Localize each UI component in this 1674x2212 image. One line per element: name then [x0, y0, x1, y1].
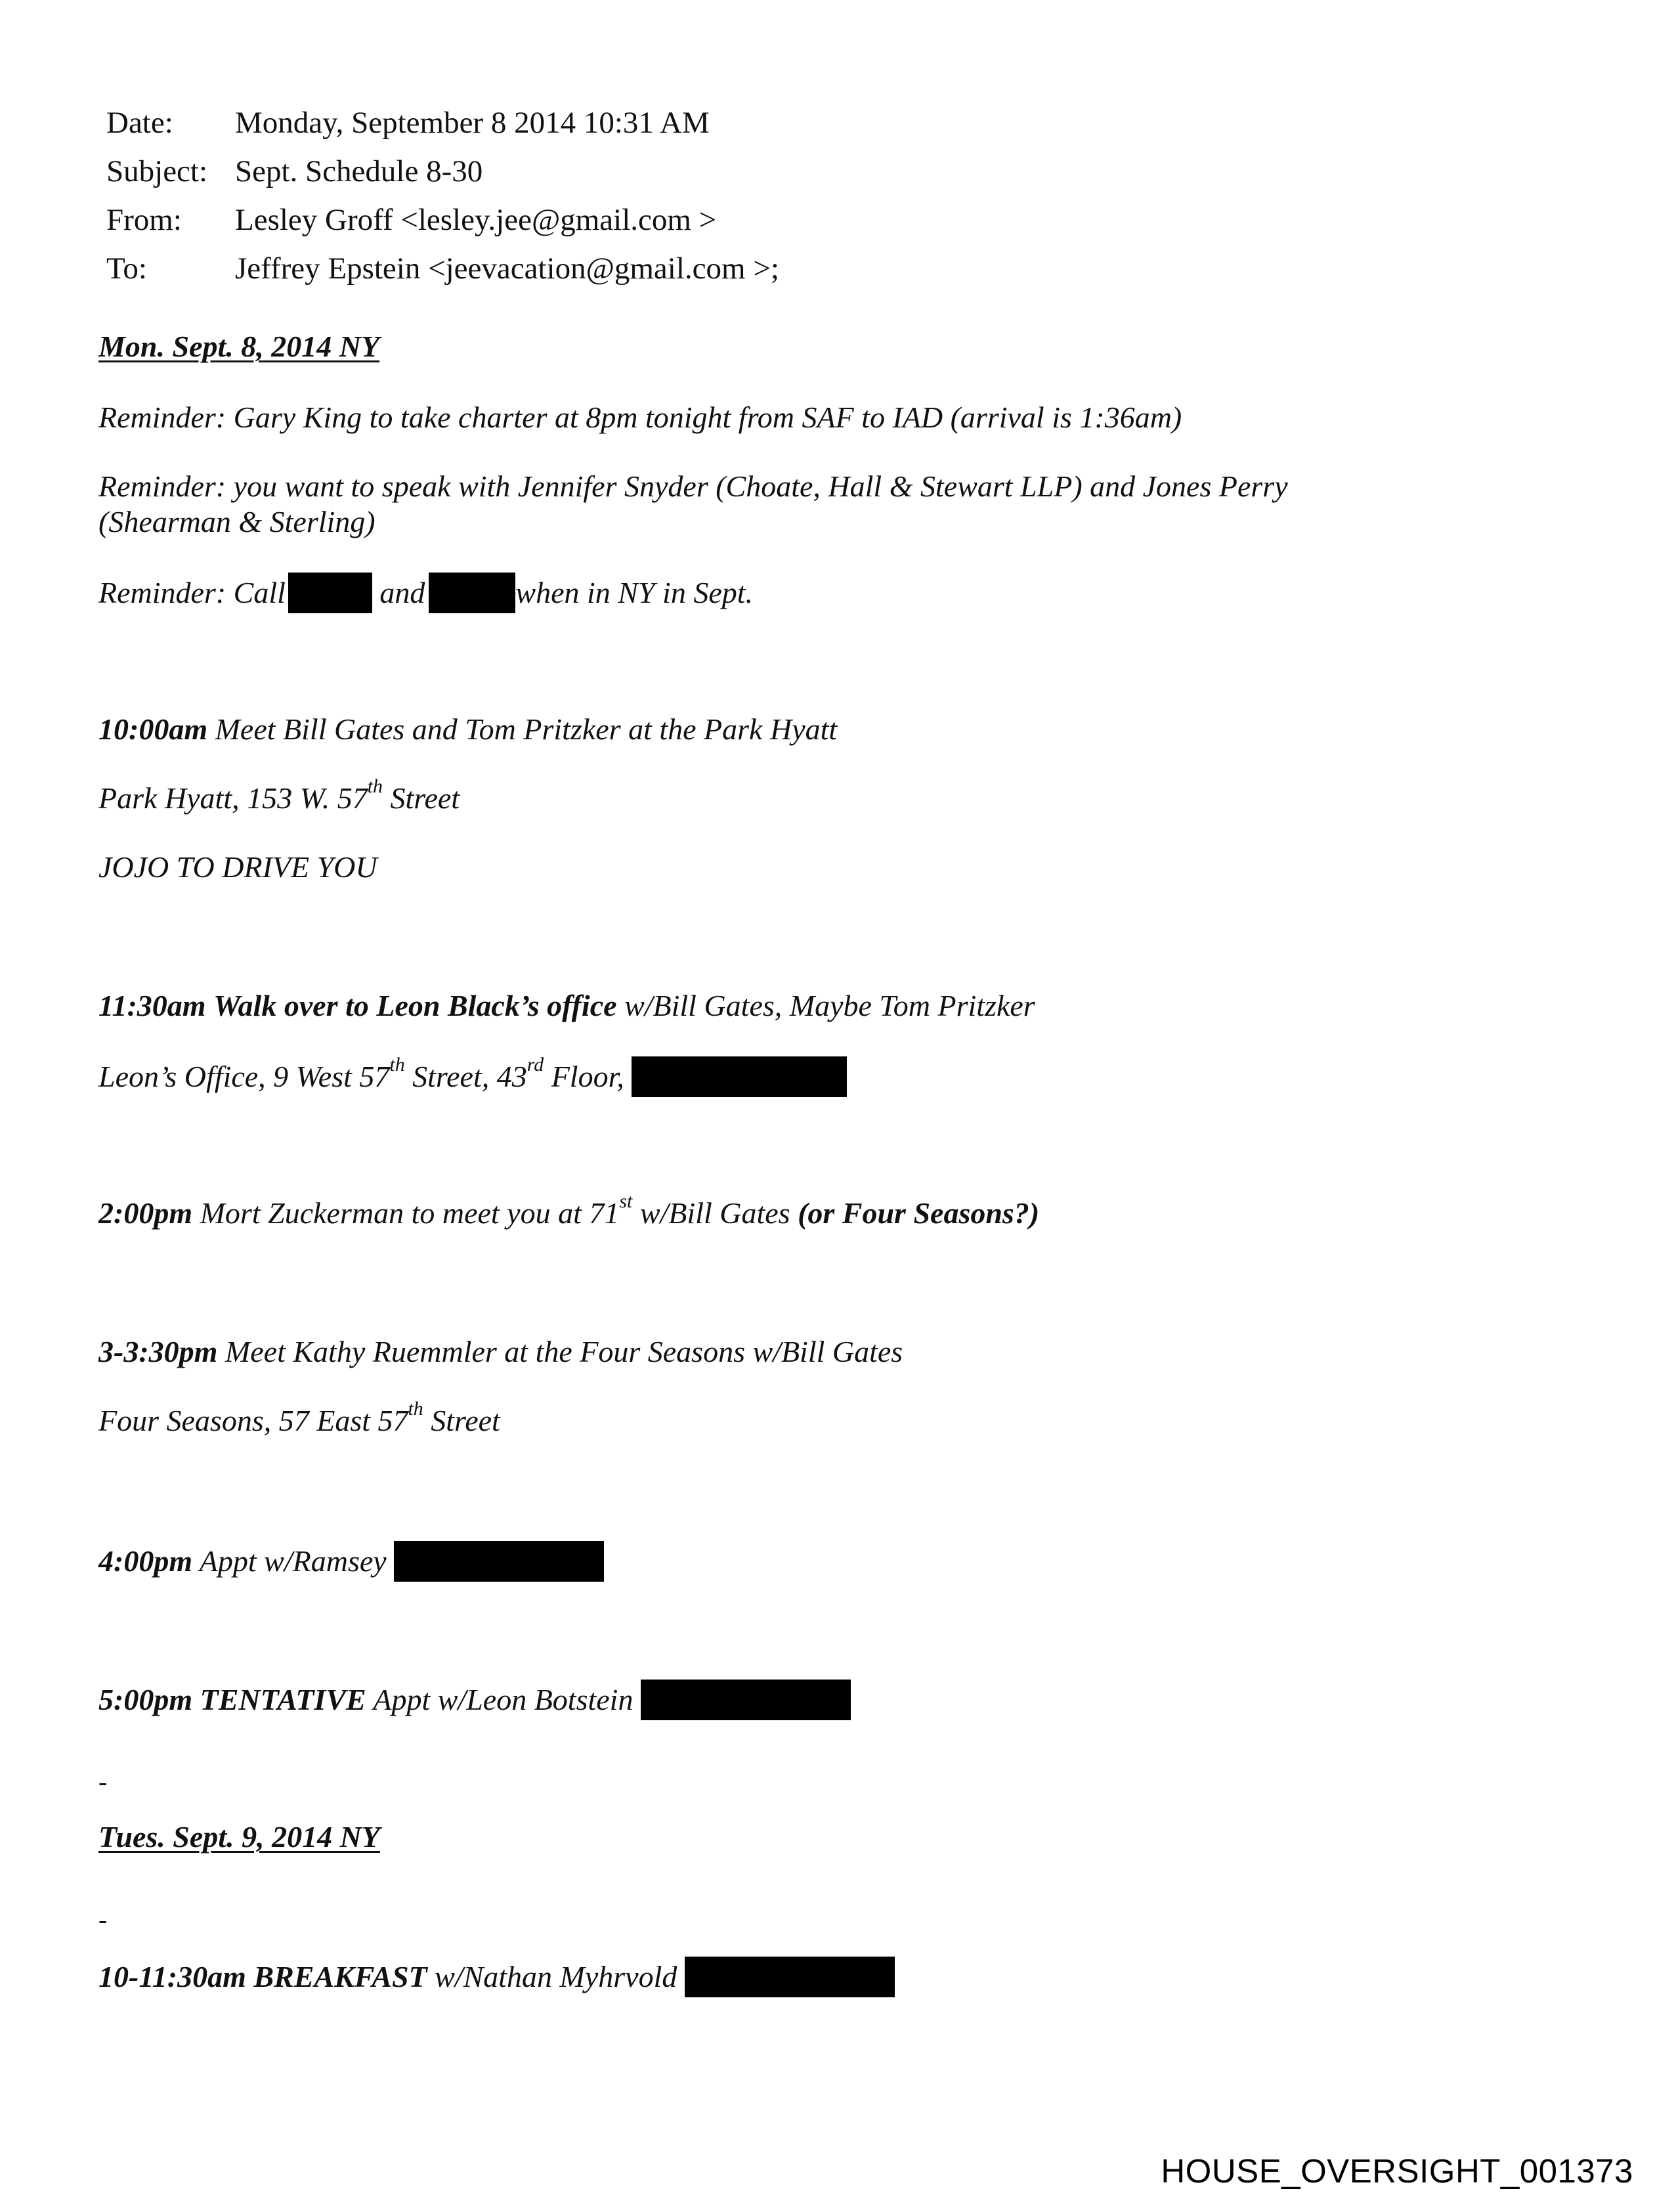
- separator-dash: -: [98, 1767, 108, 1796]
- ordinal-suffix: th: [389, 1054, 405, 1076]
- subject-label: Subject:: [106, 154, 208, 188]
- ordinal-suffix: st: [619, 1190, 633, 1213]
- ordinal-suffix: th: [367, 775, 383, 798]
- event-text: w/Bill Gates: [632, 1196, 790, 1230]
- redaction-block: [394, 1541, 604, 1582]
- to-value: Jeffrey Epstein <jeevacation@gmail.com >;: [235, 251, 779, 286]
- event-time: 10-11:30am: [98, 1960, 246, 1993]
- event-1000am: [98, 711, 837, 748]
- day-heading-tuesday: Tues. Sept. 9, 2014 NY: [98, 1820, 380, 1854]
- date-value: Monday, September 8 2014 10:31 AM: [235, 106, 710, 140]
- event-300pm: [98, 1334, 903, 1370]
- header-to-row: [106, 244, 779, 293]
- email-header: [106, 98, 779, 293]
- redaction-block: [429, 573, 515, 613]
- redaction-block: [632, 1056, 847, 1097]
- event-bold-text: TENTATIVE: [200, 1683, 366, 1716]
- event-text: Meet Kathy Ruemmler at the Four Seasons w/Bill Gates: [225, 1335, 903, 1368]
- header-from-row: [106, 196, 779, 244]
- address-text: Park Hyatt, 153 W. 57: [98, 781, 368, 815]
- event-time: 11:30am: [98, 989, 206, 1022]
- redaction-block: [685, 1957, 895, 1997]
- event-text: w/Nathan Myhrvold: [435, 1960, 677, 1993]
- ordinal-suffix: th: [408, 1398, 423, 1420]
- from-label: From:: [106, 203, 182, 237]
- separator-dash: -: [98, 1905, 108, 1934]
- address-text: Leon’s Office, 9 West 57: [98, 1060, 390, 1093]
- reminder-call-text-c: when in NY in Sept.: [515, 576, 754, 609]
- header-subject-row: [106, 147, 779, 196]
- reminder-charter: Reminder: Gary King to take charter at 8pm tonight from SAF to IAD (arrival is 1:36am): [98, 401, 1182, 434]
- event-bold-text: Walk over to Leon Black’s office: [213, 989, 617, 1022]
- event-400pm: [98, 1541, 604, 1582]
- ordinal-suffix: rd: [526, 1054, 544, 1076]
- reminder-speak-line2: (Shearman & Sterling): [98, 505, 376, 538]
- address-text: Street, 43: [404, 1060, 527, 1093]
- date-label: Date:: [106, 106, 173, 140]
- redaction-block: [641, 1680, 851, 1720]
- event-time: 4:00pm: [98, 1544, 193, 1578]
- event-bold-text: (or Four Seasons?): [798, 1196, 1040, 1230]
- event-text: Appt w/Leon Botstein: [373, 1683, 633, 1716]
- event-text: Mort Zuckerman to meet you at 71: [200, 1196, 620, 1230]
- event-time: 2:00pm: [98, 1196, 193, 1230]
- event-bold-text: BREAKFAST: [253, 1960, 427, 1993]
- bates-number: HOUSE_OVERSIGHT_001373: [1161, 2152, 1633, 2190]
- event-1000am-note: JOJO TO DRIVE YOU: [98, 850, 377, 884]
- header-date-row: [106, 98, 779, 147]
- event-500pm: [98, 1680, 851, 1720]
- from-value: Lesley Groff <lesley.jee@gmail.com >: [235, 203, 717, 237]
- event-300pm-address: [98, 1398, 500, 1439]
- reminder-call-text-b: and: [379, 576, 425, 609]
- subject-value: Sept. Schedule 8-30: [235, 154, 483, 188]
- event-200pm: [98, 1190, 1040, 1232]
- event-text: Meet Bill Gates and Tom Pritzker at the Park Hyatt: [215, 712, 838, 746]
- event-time: 5:00pm: [98, 1683, 193, 1716]
- event-1130am: [98, 987, 1035, 1024]
- address-text: Street: [423, 1404, 500, 1437]
- address-text: Floor,: [544, 1060, 624, 1093]
- reminder-call-text-a: Reminder: Call: [98, 576, 286, 609]
- day-heading-monday: Mon. Sept. 8, 2014 NY: [98, 330, 380, 363]
- event-time: 10:00am: [98, 712, 208, 746]
- event-text: w/Bill Gates, Maybe Tom Pritzker: [624, 989, 1035, 1022]
- to-label: To:: [106, 251, 147, 286]
- redaction-block: [288, 573, 372, 613]
- event-1000am-address: [98, 775, 460, 817]
- address-text: Street: [382, 781, 460, 815]
- event-text: Appt w/Ramsey: [199, 1544, 387, 1578]
- event-breakfast: [98, 1957, 895, 1997]
- event-time: 3-3:30pm: [98, 1335, 218, 1368]
- reminder-call: [98, 573, 753, 613]
- address-text: Four Seasons, 57 East 57: [98, 1404, 408, 1437]
- reminder-speak-line1: Reminder: you want to speak with Jennifer Snyder (Choate, Hall & Stewart LLP) and Jones Perry: [98, 469, 1288, 503]
- event-1130am-address: [98, 1056, 847, 1097]
